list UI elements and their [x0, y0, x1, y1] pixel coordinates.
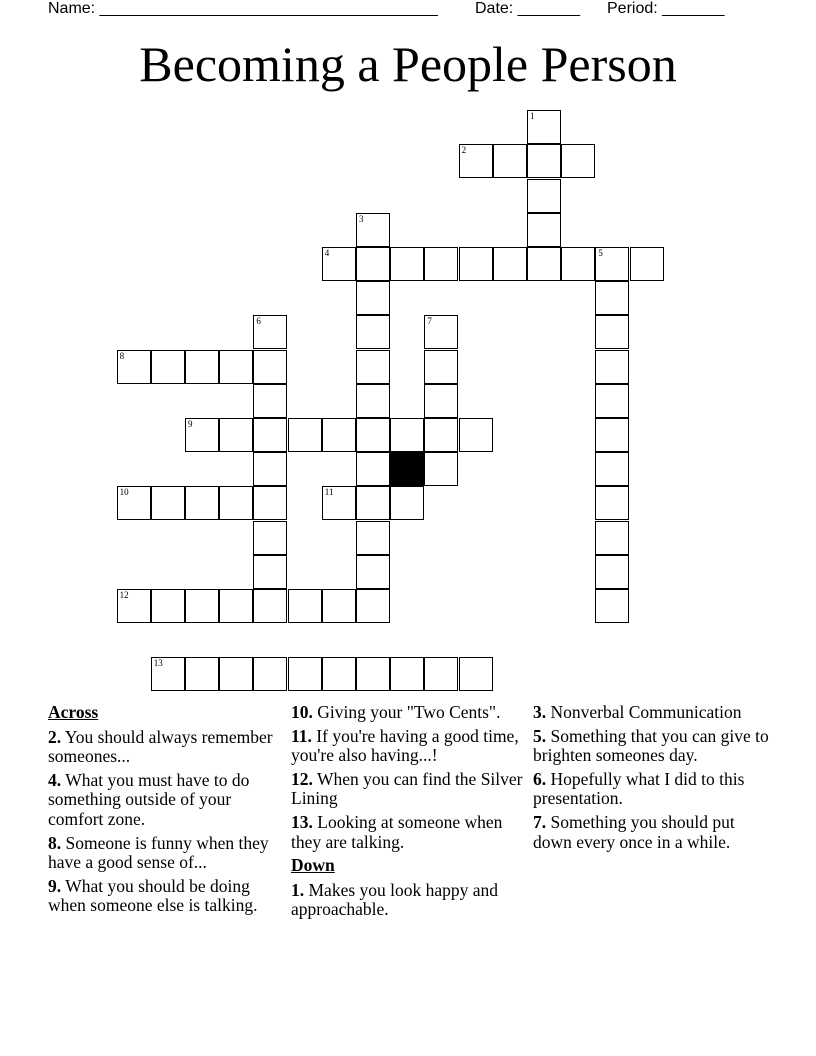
grid-cell[interactable]: [356, 521, 390, 555]
grid-cell[interactable]: [424, 657, 458, 691]
grid-cell[interactable]: [493, 247, 527, 281]
clue-number: 11: [324, 487, 334, 498]
clue-number: 1: [530, 111, 535, 122]
grid-cell[interactable]: [253, 486, 287, 520]
grid-cell[interactable]: [493, 144, 527, 178]
grid-cell[interactable]: [356, 315, 390, 349]
grid-cell[interactable]: [527, 213, 561, 247]
grid-cell-6[interactable]: [253, 315, 287, 349]
grid-cell-3[interactable]: [356, 213, 390, 247]
clue-across-2: 2. You should always remember someones...: [48, 726, 273, 767]
grid-cell[interactable]: [219, 486, 253, 520]
grid-cell[interactable]: [185, 486, 219, 520]
grid-cell[interactable]: [253, 657, 287, 691]
grid-cell[interactable]: [253, 555, 287, 589]
clue-column-1: [48, 703, 284, 920]
grid-cell[interactable]: [595, 418, 629, 452]
grid-cell[interactable]: [356, 657, 390, 691]
clue-column-2: [291, 703, 527, 924]
grid-cell[interactable]: [288, 418, 322, 452]
grid-cell[interactable]: [595, 384, 629, 418]
grid-cell-10[interactable]: [117, 486, 151, 520]
clue-number: 2: [461, 145, 467, 156]
puzzle-title: Becoming a People Person: [139, 36, 677, 92]
clue-across-8: 8. Someone is funny when they have a good sense of...: [48, 832, 269, 873]
grid-cell[interactable]: [527, 247, 561, 281]
grid-cell[interactable]: [253, 521, 287, 555]
grid-cell[interactable]: [356, 418, 390, 452]
clue-down-5: 5. Something that you can give to brighten someones day.: [533, 725, 769, 766]
grid-cell[interactable]: [390, 486, 424, 520]
grid-cell[interactable]: [459, 247, 493, 281]
grid-cell[interactable]: [253, 384, 287, 418]
grid-cell[interactable]: [595, 350, 629, 384]
across-heading: Across: [48, 702, 99, 722]
grid-cell[interactable]: [424, 247, 458, 281]
grid-cell[interactable]: [356, 350, 390, 384]
clue-number: 10: [119, 487, 129, 498]
grid-cell-5[interactable]: [595, 247, 629, 281]
grid-cell[interactable]: [595, 315, 629, 349]
grid-cell[interactable]: [356, 452, 390, 486]
clue-number: 6: [256, 316, 261, 327]
grid-cell[interactable]: [288, 589, 322, 623]
clue-number: 5: [598, 247, 603, 258]
grid-cell[interactable]: [527, 144, 561, 178]
grid-cell[interactable]: [185, 589, 219, 623]
clue-number: 8: [119, 350, 125, 361]
grid-cell[interactable]: [390, 657, 424, 691]
clue-number: 13: [153, 658, 163, 669]
grid-cell[interactable]: [390, 247, 424, 281]
grid-cell-8[interactable]: [117, 350, 151, 384]
grid-cell[interactable]: [424, 350, 458, 384]
grid-cell[interactable]: [253, 589, 287, 623]
clue-across-11: 11. If you're having a good time, you're also having...!: [291, 725, 519, 766]
grid-cell[interactable]: [424, 418, 458, 452]
grid-cell[interactable]: [424, 384, 458, 418]
clue-across-9: 9. What you should be doing when someone else is talking.: [48, 875, 258, 916]
clue-across-4: 4. What you must have to do something outside of your comfort zone.: [48, 769, 250, 829]
grid-cell[interactable]: [151, 486, 185, 520]
clue-down-1: 1. Makes you look happy and approachable.: [291, 879, 499, 920]
grid-cell[interactable]: [356, 589, 390, 623]
grid-cell[interactable]: [253, 350, 287, 384]
grid-cell[interactable]: [595, 521, 629, 555]
grid-cell[interactable]: [219, 350, 253, 384]
down-heading: Down: [291, 855, 335, 876]
clue-down-7: 7. Something you should put down every once in a while.: [533, 811, 735, 852]
grid-cell[interactable]: [459, 418, 493, 452]
grid-cell[interactable]: [595, 555, 629, 589]
grid-cell-11[interactable]: [322, 486, 356, 520]
grid-cell[interactable]: [322, 589, 356, 623]
grid-cell[interactable]: [630, 247, 664, 281]
grid-cell-9[interactable]: [185, 418, 219, 452]
clue-down-6: 6. Hopefully what I did to this presentation.: [533, 768, 745, 809]
grid-cell[interactable]: [219, 657, 253, 691]
clue-across-10: 10. Giving your "Two Cents".: [291, 702, 501, 722]
grid-cell[interactable]: [356, 384, 390, 418]
grid-cell-4[interactable]: [322, 247, 356, 281]
grid-cell[interactable]: [561, 247, 595, 281]
grid-cell-12[interactable]: [117, 589, 151, 623]
grid-cell[interactable]: [219, 589, 253, 623]
grid-cell[interactable]: [595, 589, 629, 623]
clue-column-3: [533, 703, 769, 856]
clue-number: 3: [359, 213, 364, 224]
grid-cell-1[interactable]: [527, 110, 561, 144]
grid-cell[interactable]: [356, 247, 390, 281]
grid-cell[interactable]: [527, 179, 561, 213]
clue-across-13: 13. Looking at someone when they are talking.: [291, 811, 503, 852]
period-field[interactable]: Period: _______: [607, 0, 725, 17]
grid-cell[interactable]: [595, 281, 629, 315]
date-field[interactable]: Date: _______: [475, 0, 580, 17]
clue-down-3: 3. Nonverbal Communication: [533, 702, 742, 722]
grid-cell-7[interactable]: [424, 315, 458, 349]
grid-cell[interactable]: [390, 418, 424, 452]
grid-cell[interactable]: [356, 281, 390, 315]
grid-cell[interactable]: [288, 657, 322, 691]
clue-across-12: 12. When you can find the Silver Lining: [291, 768, 523, 809]
grid-cell-2[interactable]: [459, 144, 493, 178]
grid-cell[interactable]: [322, 657, 356, 691]
grid-cell[interactable]: [356, 555, 390, 589]
grid-cell[interactable]: [595, 486, 629, 520]
clue-number: 4: [324, 247, 330, 258]
grid-cell[interactable]: [185, 657, 219, 691]
grid-cell[interactable]: [561, 144, 595, 178]
grid-cell-13[interactable]: [151, 657, 185, 691]
grid-cell[interactable]: [459, 657, 493, 691]
grid-cell[interactable]: [151, 589, 185, 623]
grid-cell[interactable]: [253, 418, 287, 452]
black-square: [390, 452, 424, 486]
clue-number: 7: [427, 316, 432, 327]
clue-number: 12: [119, 589, 129, 600]
grid-cell[interactable]: [151, 350, 185, 384]
grid-cell[interactable]: [595, 452, 629, 486]
name-field[interactable]: Name: ______________________________________: [48, 0, 438, 17]
grid-cell[interactable]: [185, 350, 219, 384]
clue-number: 9: [188, 418, 193, 429]
grid-cell[interactable]: [424, 452, 458, 486]
grid-cell[interactable]: [322, 418, 356, 452]
grid-cell[interactable]: [356, 486, 390, 520]
grid-cell[interactable]: [253, 452, 287, 486]
grid-cell[interactable]: [219, 418, 253, 452]
